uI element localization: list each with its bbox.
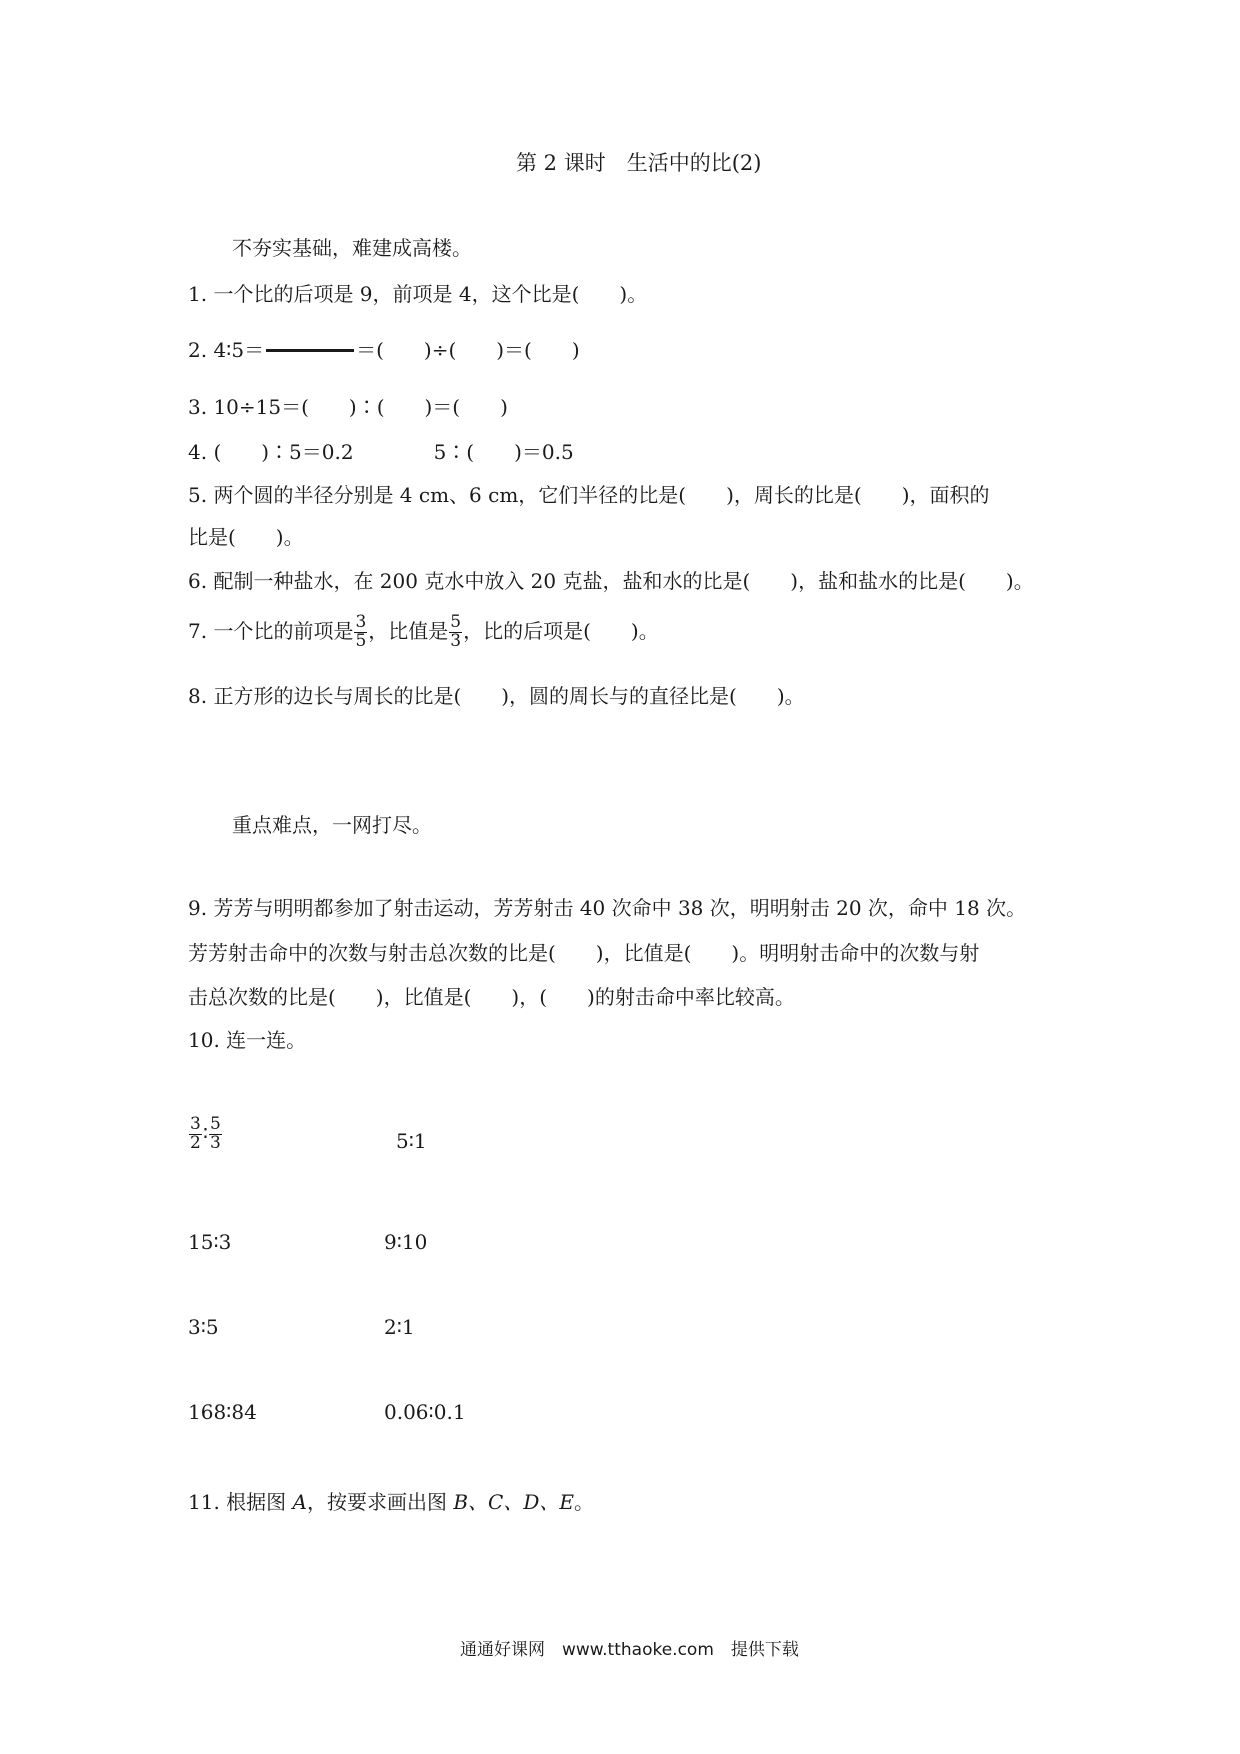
question-9-line-2: 芳芳射击命中的次数与射击总次数的比是( )，比值是( )。明明射击命中的次数与射 xyxy=(188,941,980,965)
page-title: 第 2 课时 生活中的比(2) xyxy=(516,151,762,175)
match-left-item: 3∶5 xyxy=(188,1315,219,1339)
fraction-denominator: 2 xyxy=(190,1132,201,1153)
question-8: 8. 正方形的边长与周长的比是( )，圆的周长与的直径比是( )。 xyxy=(188,684,805,708)
match-right-item: 0.06∶0.1 xyxy=(384,1400,466,1424)
fraction-five-thirds xyxy=(449,614,462,651)
question-9-line-1: 9. 芳芳与明明都参加了射击运动，芳芳射击 40 次命中 38 次，明明射击 20 次，命中 18 次。 xyxy=(188,896,1027,920)
question-1: 1. 一个比的后项是 9，前项是 4，这个比是( )。 xyxy=(188,282,648,306)
fraction-denominator: 3 xyxy=(210,1132,221,1153)
question-11-prefix: 11. 根据图 xyxy=(188,1490,293,1514)
question-7 xyxy=(188,614,659,651)
page-footer: 通通好课网 www.tthaoke.com 提供下载 xyxy=(460,1640,799,1660)
fraction-denominator: 5 xyxy=(355,630,367,651)
section-heading-basics: 不夯实基础，难建成高楼。 xyxy=(232,236,472,260)
fraction-numerator: 5 xyxy=(210,1114,221,1134)
fraction-numerator: 5 xyxy=(450,612,462,632)
question-2 xyxy=(188,340,580,360)
match-left-item: 168∶84 xyxy=(188,1400,257,1424)
question-10: 10. 连一连。 xyxy=(188,1028,307,1052)
question-4: 4. ( )∶5＝0.2 5∶( )＝0.5 xyxy=(188,440,574,464)
fraction-three-halves xyxy=(189,1116,202,1153)
fraction-numerator: 3 xyxy=(190,1114,201,1134)
figure-a-label: A xyxy=(292,1490,307,1514)
question-2-left: 2. 4∶5＝ xyxy=(188,338,265,362)
question-11-suffix: 。 xyxy=(573,1490,594,1514)
question-11-middle: ，按要求画出图 xyxy=(306,1490,454,1514)
section-heading-key-points: 重点难点，一网打尽。 xyxy=(232,813,432,837)
question-7-middle: ，比值是 xyxy=(368,618,449,643)
question-5-line-2: 比是( )。 xyxy=(188,525,304,549)
match-right-item: 2∶1 xyxy=(384,1315,415,1339)
question-7-prefix: 7. 一个比的前项是 xyxy=(188,618,354,643)
question-9-line-3: 击总次数的比是( )，比值是( )，( )的射击命中率比较高。 xyxy=(188,985,795,1009)
question-2-right: ＝( )÷( )＝( ) xyxy=(356,338,580,362)
fraction-denominator: 3 xyxy=(450,630,462,651)
figure-labels: B、C、D、E xyxy=(453,1490,574,1514)
match-right-item: 5∶1 xyxy=(396,1129,427,1153)
question-6: 6. 配制一种盐水，在 200 克水中放入 20 克盐，盐和水的比是( )，盐和盐水的比是( )。 xyxy=(188,569,1034,593)
fraction-three-fifths xyxy=(354,614,367,651)
question-7-suffix: ，比的后项是( )。 xyxy=(463,618,659,643)
question-11 xyxy=(188,1492,594,1512)
fraction-numerator: 3 xyxy=(355,612,367,632)
match-right-item: 9∶10 xyxy=(384,1230,428,1254)
fraction-five-thirds xyxy=(209,1116,222,1153)
ratio-separator: ∶ xyxy=(202,1120,209,1145)
match-left-item xyxy=(188,1116,223,1153)
fraction-blank-line xyxy=(266,349,354,352)
question-5-line-1: 5. 两个圆的半径分别是 4 cm、6 cm，它们半径的比是( )，周长的比是( )，面积的 xyxy=(188,483,990,507)
question-3: 3. 10÷15＝( )∶( )＝( ) xyxy=(188,395,508,419)
match-left-item: 15∶3 xyxy=(188,1230,232,1254)
